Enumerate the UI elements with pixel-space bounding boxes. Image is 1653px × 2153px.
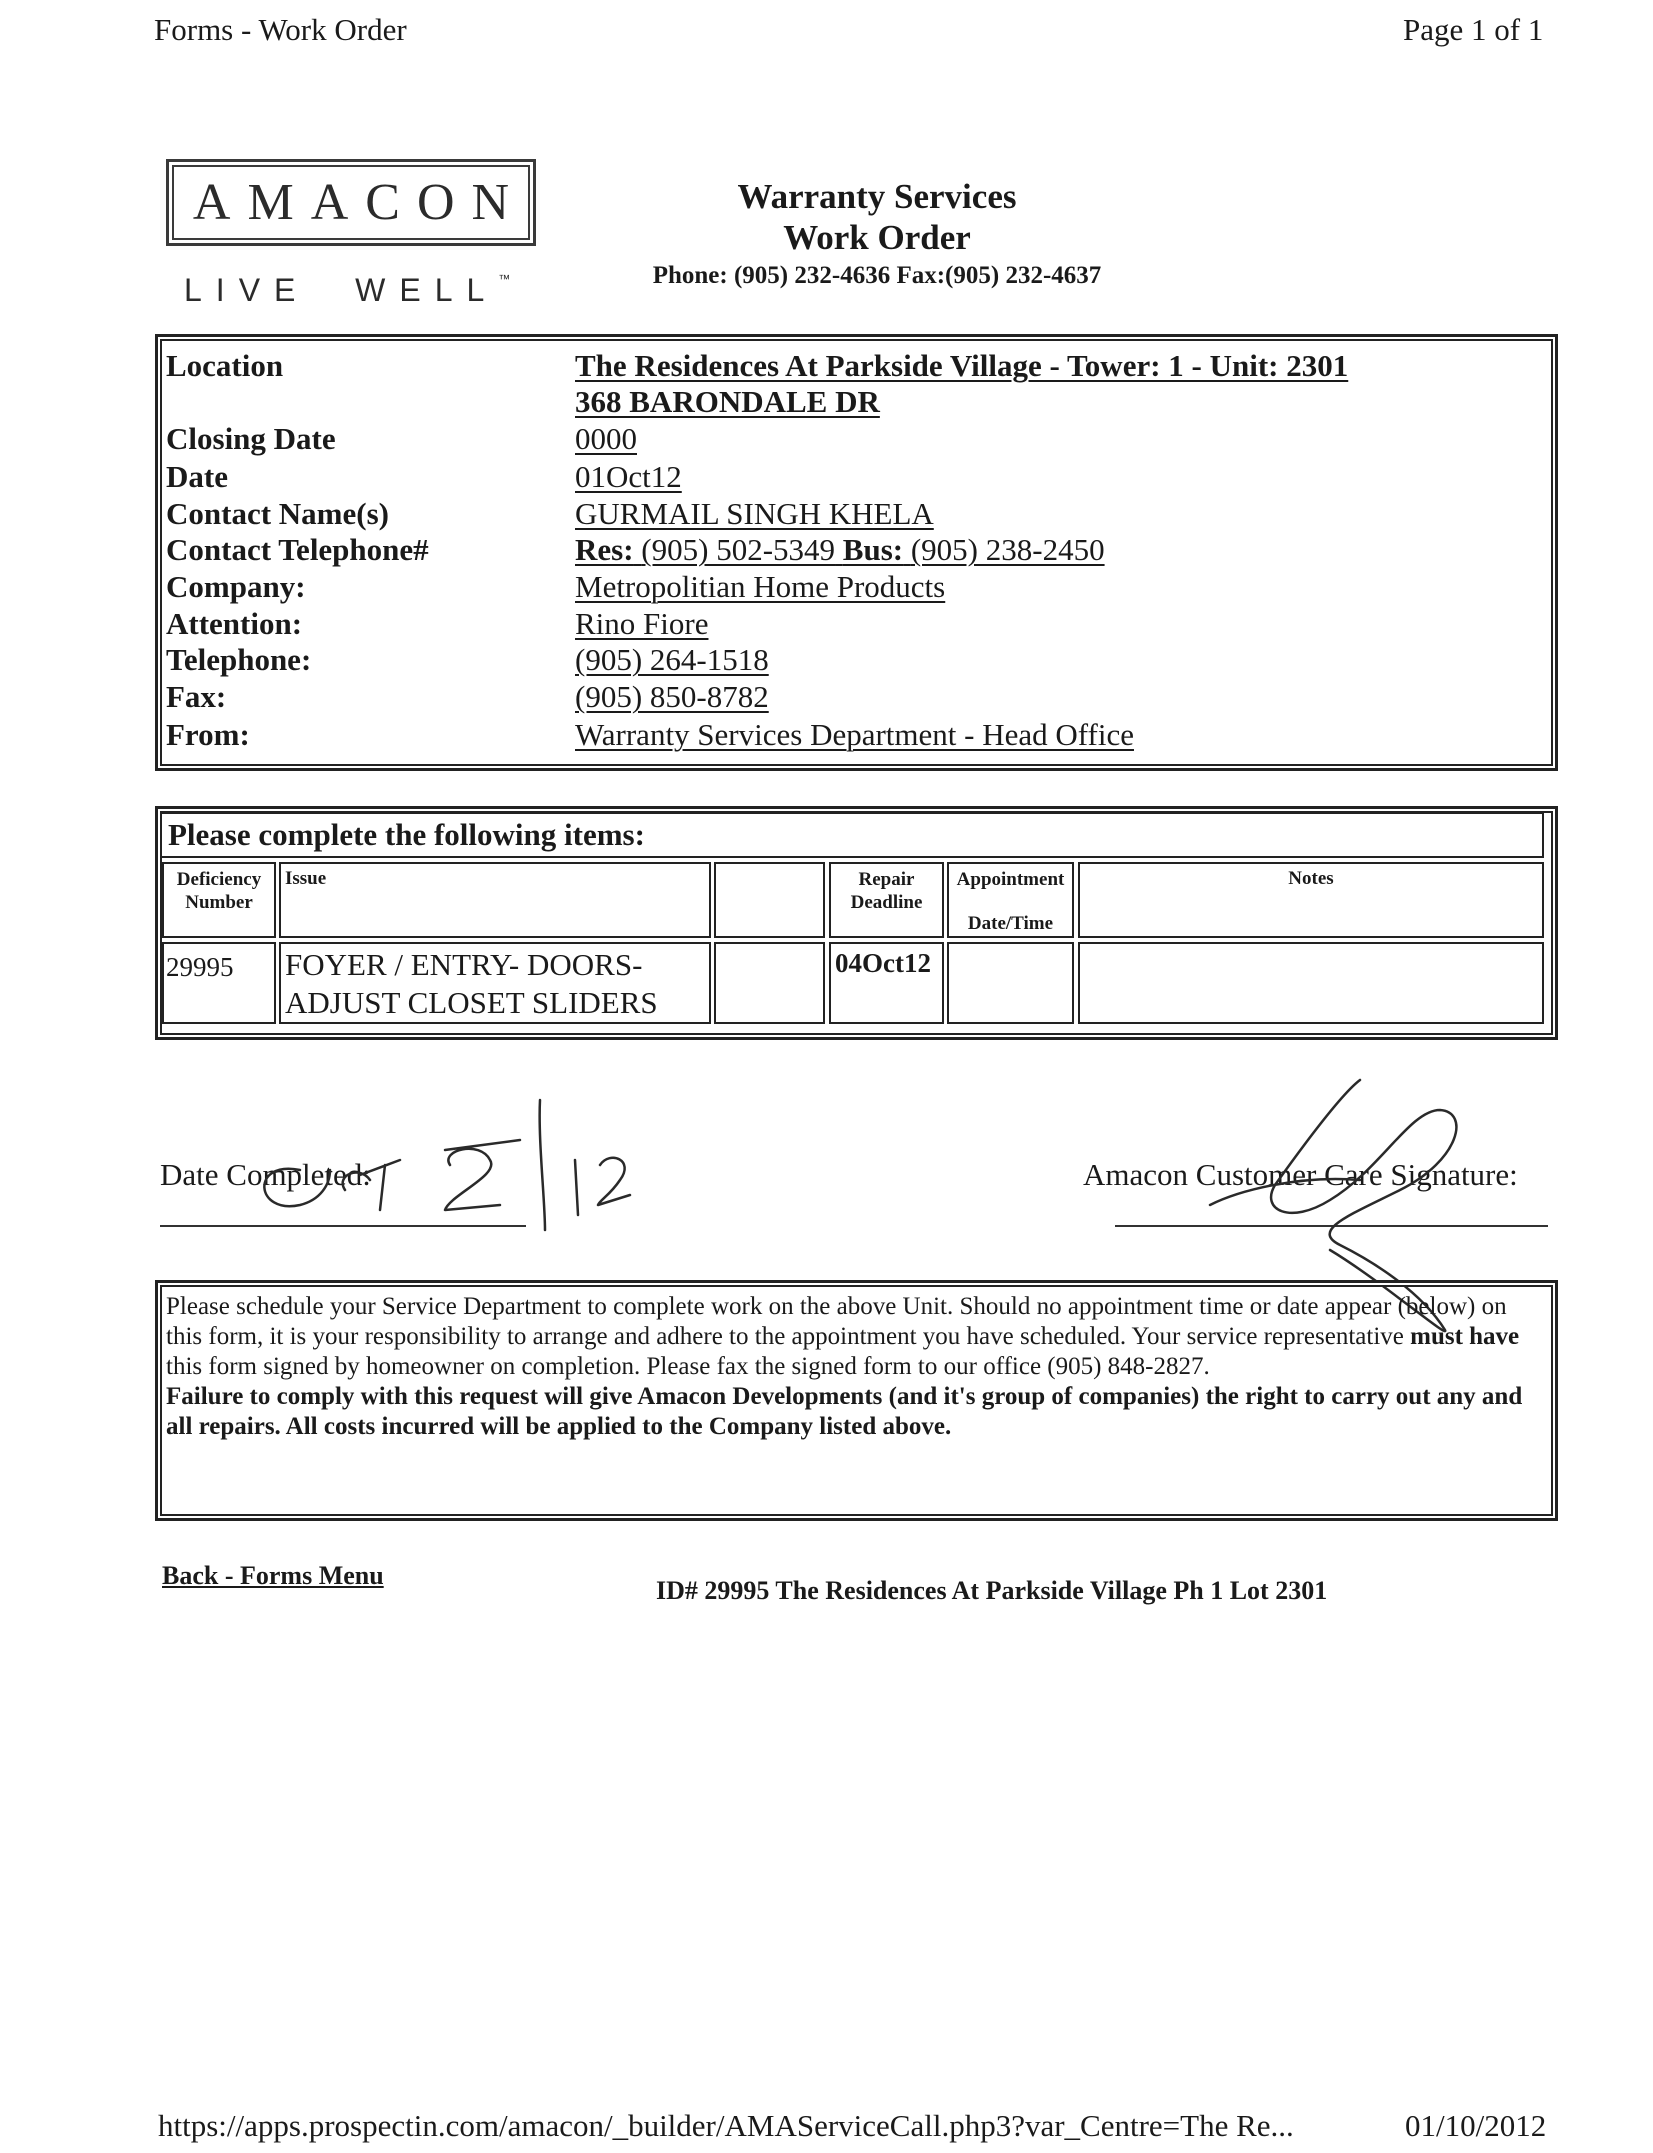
handwritten-date-year	[575, 1158, 630, 1215]
handwritten-date-slash	[540, 1100, 545, 1230]
telephone-value: (905) 264-1518	[575, 642, 769, 677]
title-line2: Work Order	[783, 218, 971, 257]
closing-date-value: 0000	[575, 421, 637, 456]
back-forms-menu-link[interactable]: Back - Forms Menu	[162, 1561, 384, 1590]
col-datetime-label: Date/Time	[967, 913, 1054, 934]
amacon-logo: AMACON	[166, 159, 536, 246]
items-title: Please complete the following items:	[160, 812, 1544, 858]
location-value: The Residences At Parkside Village - Tower: 1 - Unit: 2301	[575, 348, 1349, 383]
handwritten-date-day	[445, 1140, 520, 1210]
from-value: Warranty Services Department - Head Office	[575, 717, 1134, 752]
address-value: 368 BARONDALE DR	[575, 384, 880, 419]
handwritten-date-oct	[264, 1160, 400, 1210]
footer-date: 01/10/2012	[1405, 2108, 1547, 2143]
contact-value: GURMAIL SINGH KHELA	[575, 496, 934, 531]
row-repair-deadline: 04Oct12	[829, 942, 944, 1024]
col-issue: Issue	[279, 862, 711, 938]
contact-label: Contact Name(s)	[166, 496, 389, 531]
attention-label: Attention:	[166, 606, 303, 641]
row-issue: FOYER / ENTRY- DOORS- ADJUST CLOSET SLIDERS	[279, 942, 711, 1024]
telephone-label: Telephone:	[166, 642, 312, 677]
page-number: Page 1 of 1	[1403, 12, 1544, 47]
notice-warning: Failure to comply with this request will give Amacon Developments (and it's group of companies) the right to carry out any and all repairs. All costs incurred will be applied to the Company listed above.	[166, 1383, 1523, 1440]
location-label: Location	[166, 348, 284, 383]
date-label: Date	[166, 459, 228, 494]
col-repair-deadline: Repair Deadline	[829, 862, 944, 938]
contact-telephone-value: Res: (905) 502-5349 Bus: (905) 238-2450	[575, 532, 1105, 567]
company-label: Company:	[166, 569, 306, 604]
col-deficiency-number: Deficiency Number	[162, 862, 276, 938]
title-line1: Warranty Services	[737, 177, 1017, 216]
footer-url: https://apps.prospectin.com/amacon/_builder/AMAServiceCall.php3?var_Centre=The Re...	[158, 2108, 1294, 2143]
header-title: Forms - Work Order	[154, 12, 407, 47]
fax-label: Fax:	[166, 679, 227, 714]
date-completed-label: Date Completed:	[160, 1157, 371, 1192]
col-appointment-label: Appointment	[956, 869, 1065, 890]
row-deficiency-number: 29995	[162, 942, 276, 1024]
notice-paragraph: Please schedule your Service Department to complete work on the above Unit. Should no appointment time or date appear (below) on this form, it is your responsibility to arrange and adhere to the appointment you have scheduled. Your service representative must have this form signed by homeowner on completion. Please fax the signed form to our office (905) 848-2827.	[166, 1293, 1520, 1380]
signature-label: Amacon Customer Care Signature:	[1083, 1157, 1518, 1192]
title-phone: Phone: (905) 232-4636 Fax:(905) 232-4637	[652, 262, 1102, 289]
company-value: Metropolitian Home Products	[575, 569, 946, 604]
col-notes: Notes	[1078, 862, 1544, 938]
logo-tagline: LIVE WELL™	[184, 272, 511, 308]
notice-text	[166, 1292, 1542, 1442]
attention-value: Rino Fiore	[575, 606, 709, 641]
date-value: 01Oct12	[575, 459, 682, 494]
closing-date-label: Closing Date	[166, 421, 336, 456]
fax-value: (905) 850-8782	[575, 679, 769, 714]
contact-telephone-label: Contact Telephone#	[166, 532, 429, 567]
footer-id-line: ID# 29995 The Residences At Parkside Village Ph 1 Lot 2301	[656, 1576, 1328, 1605]
from-label: From:	[166, 717, 250, 752]
